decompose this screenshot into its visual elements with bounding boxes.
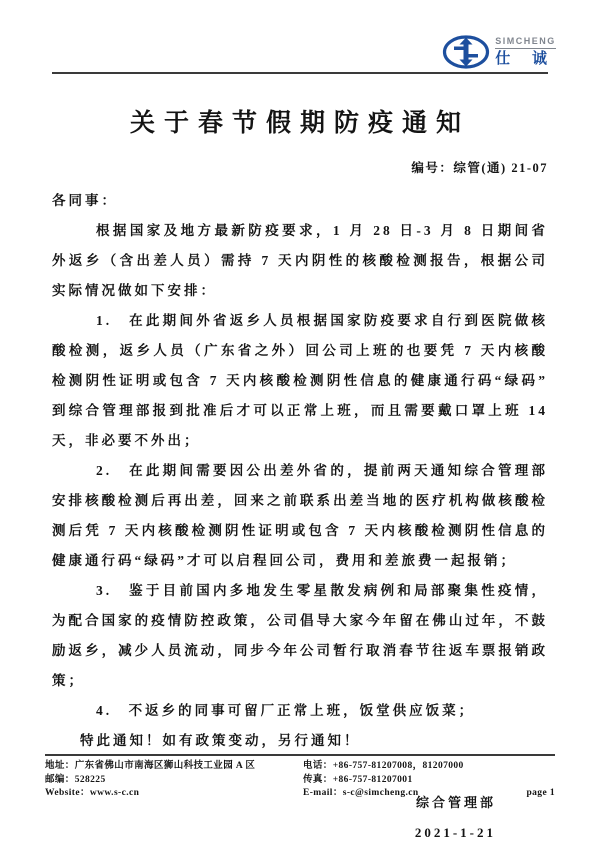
zip-value: 528225 <box>74 774 106 785</box>
fax-value: +86-757-81207001 <box>332 774 413 785</box>
body-paragraph: 3. 鉴于目前国内多地发生零星散发病例和局部聚集性疫情，为配合国家的疫情防控政策，公司倡导大家今年留在佛山过年，不鼓励返乡，减少人员流动，同步今年公司暂行取消春节往返车票报销政策； <box>52 583 548 688</box>
page-title: 关于春节假期防疫通知 <box>129 110 470 137</box>
company-name-en: SIMCHENG <box>495 37 556 49</box>
body-text <box>52 186 548 756</box>
fax-label: 传真： <box>303 774 333 785</box>
company-logo <box>442 34 556 70</box>
email-label: E-mail： <box>303 788 343 798</box>
header-divider <box>52 72 548 74</box>
address-label: 地址： <box>45 761 75 771</box>
footer-fax <box>303 774 505 788</box>
body-paragraph: 1. 在此期间外省返乡人员根据国家防疫要求自行到医院做核酸检测，返乡人员（广东省之外）回公司上班的也要凭 7 天内核酸检测阴性证明或包含 7 天内核酸检测阴性信息的健康通行码“绿码”到综合管理部报到批准后才可以正常上班，而且需要戴口罩上班 14 天，非必要不外出； <box>52 313 548 448</box>
website-label: Website： <box>45 788 90 798</box>
page-footer <box>45 754 555 801</box>
logo-text <box>495 37 556 67</box>
signature-department: 综合管理部 <box>415 795 496 810</box>
zip-label: 邮编： <box>45 774 75 785</box>
footer-address <box>45 760 303 774</box>
footer-spacer <box>505 774 555 788</box>
phone-value: +86-757-81207008，81207000 <box>332 761 464 771</box>
salutation: 各同事： <box>52 193 118 208</box>
footer-zip <box>45 774 303 788</box>
footer-row-web <box>45 787 555 801</box>
body-paragraph: 根据国家及地方最新防疫要求，1 月 28 日-3 月 8 日期间省外返乡（含出差人员）需持 7 天内阴性的核酸检测报告，根据公司实际情况做如下安排： <box>52 223 548 298</box>
closing-line: 特此通知！如有政策变动，另行通知！ <box>80 733 361 748</box>
email-value: s-c@simcheng.cn <box>342 788 419 798</box>
phone-label: 电话： <box>303 761 333 771</box>
company-name-cn: 仕 诚 <box>495 51 556 67</box>
footer-website <box>45 787 303 801</box>
address-value: 广东省佛山市南海区狮山科技工业园 A 区 <box>74 761 256 771</box>
body-paragraph: 4. 不返乡的同事可留厂正常上班，饭堂供应饭菜； <box>96 703 476 718</box>
footer-phone <box>303 760 505 774</box>
footer-row-zip <box>45 774 555 788</box>
footer-row-address <box>45 760 555 774</box>
footer-spacer <box>505 760 555 774</box>
body-paragraph: 2. 在此期间需要因公出差外省的，提前两天通知综合管理部安排核酸检测后再出差，回来之前联系出差当地的医疗机构做核酸检测后凭 7 天内核酸检测阴性证明或包含 7 天内核酸检测阴性信息的健康通行码“绿码”才可以启程回公司，费用和差旅费一起报销； <box>52 463 548 568</box>
signature-date: 2021-1-21 <box>414 825 496 840</box>
logo-ellipse-icon <box>442 34 490 70</box>
website-value: www.s-c.cn <box>89 788 140 798</box>
page-number: page 1 <box>526 788 555 798</box>
footer-email <box>303 787 505 801</box>
document-number: 编号：综管(通) 21-07 <box>411 161 548 175</box>
